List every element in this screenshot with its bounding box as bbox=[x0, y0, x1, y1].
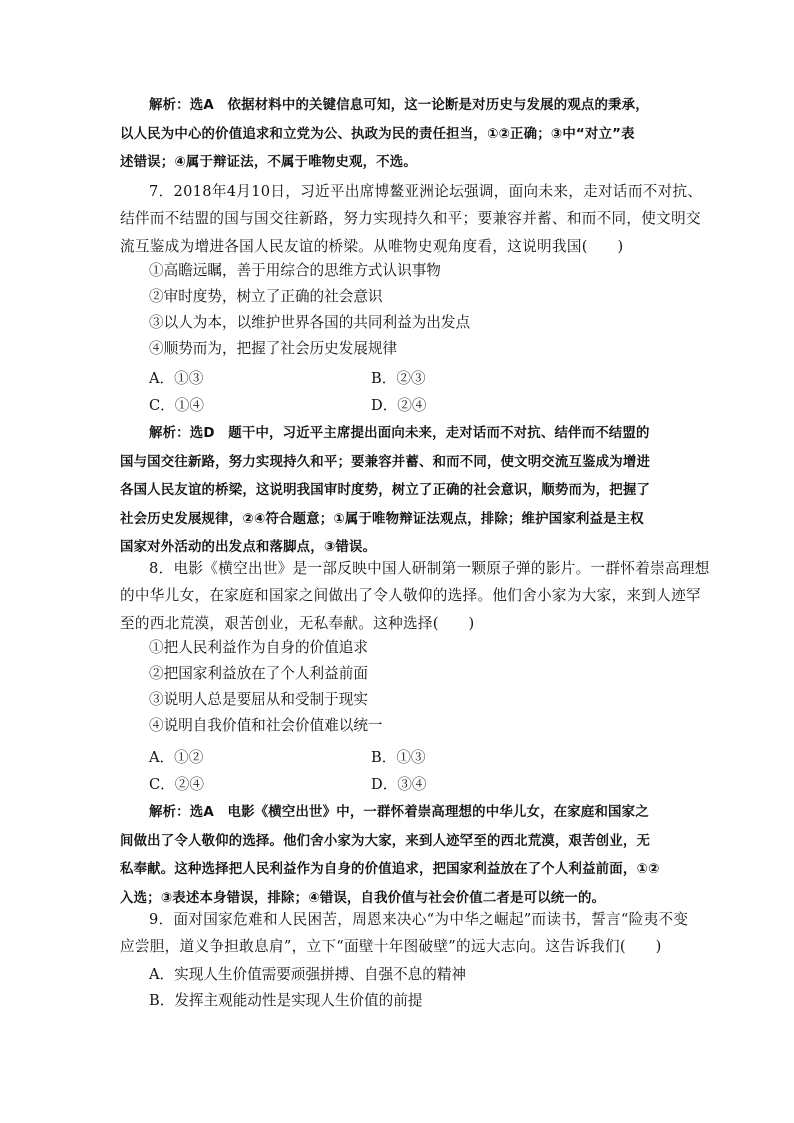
q7-explanation-line: 国家对外活动的出发点和落脚点，③错误。 bbox=[120, 540, 377, 555]
q7-choice-d[interactable]: D．②④ bbox=[371, 397, 427, 414]
q9-choice-a[interactable]: A．实现人生价值需要顽强拼搏、自强不息的精神 bbox=[149, 966, 467, 983]
q7-stem-line: 结伴而不结盟的国与国交往新路，努力实现持久和平；要兼容并蓄、和而不同，使文明交 bbox=[120, 210, 701, 228]
q7-options bbox=[149, 258, 470, 362]
q8-stem-line: 8．电影《横空出世》是一部反映中国人研制第一颗原子弹的影片。一群怀着崇高理想 bbox=[149, 560, 710, 577]
q7-option: ③以人为本，以维护世界各国的共同利益为出发点 bbox=[149, 314, 471, 331]
q7-option: ①高瞻远瞩，善于用综合的思维方式认识事物 bbox=[149, 262, 441, 279]
q8-choice-a[interactable]: A．①② bbox=[149, 749, 204, 766]
q8-explanation-line: 解析：选A 电影《横空出世》中，一群怀着崇高理想的中华儿女，在家庭和国家之 bbox=[149, 805, 649, 820]
q7-stem-line: 7．2018年4月10日，习近平出席博鳌亚洲论坛强调，面向未来，走对话而不对抗、 bbox=[149, 183, 703, 200]
q8-option: ①把人民利益作为自身的价值追求 bbox=[149, 639, 368, 656]
q7-explanation-line: 解析：选D 题干中，习近平主席提出面向未来，走对话而不对抗、结伴而不结盟的 bbox=[149, 426, 650, 441]
q7-explanation-line: 社会历史发展规律，②④符合题意；①属于唯物辩证法观点，排除；维护国家利益是主权 bbox=[120, 511, 644, 527]
q7-stem-line: 流互鉴成为增进各国人民友谊的桥梁。从唯物史观角度看，这说明我国( ) bbox=[120, 237, 624, 255]
q7-explanation bbox=[120, 420, 673, 563]
q8-stem-line: 的中华儿女，在家庭和国家之间做出了令人敬仰的选择。他们舍小家为大家，来到人迹罕 bbox=[120, 587, 701, 605]
q6-explanation-line: 以人民为中心的价值追求和立党为公、执政为民的责任担当，①②正确；③中“对立”表 bbox=[120, 126, 635, 142]
q8-explanation-line: 间做出了令人敬仰的选择。他们舍小家为大家，来到人迹罕至的西北荒漠，艰苦创业，无 bbox=[120, 833, 651, 849]
q8-choice-b[interactable]: B．①③ bbox=[371, 749, 426, 766]
q9-options bbox=[149, 962, 466, 1014]
q9-stem-line: 应尝胆，道义争担敢息肩”，立下“面壁十年图破壁”的远大志向。这告诉我们( ) bbox=[120, 938, 662, 956]
q7-option: ④顺势而为，把握了社会历史发展规律 bbox=[149, 340, 398, 357]
q7-explanation-line: 国与国交往新路，努力实现持久和平；要兼容并蓄、和而不同，使文明交流互鉴成为增进 bbox=[120, 454, 651, 470]
q8-explanation-line: 入选；③表述本身错误，排除；④错误，自我价值与社会价值二者是可以统一的。 bbox=[120, 890, 606, 906]
q6-explanation-line: 解析：选A 依据材料中的关键信息可知，这一论断是对历史与发展的观点的秉承， bbox=[149, 98, 649, 113]
q8-option: ③说明人总是要屈从和受制于现实 bbox=[149, 691, 368, 708]
q7-stem bbox=[120, 178, 703, 260]
q8-stem-line: 至的西北荒漠，艰苦创业，无私奉献。这种选择( ) bbox=[120, 614, 475, 632]
q7-choice-a[interactable]: A．①③ bbox=[149, 370, 204, 387]
q8-stem bbox=[120, 555, 710, 637]
q8-options bbox=[149, 635, 383, 739]
q6-explanation bbox=[120, 92, 673, 178]
q7-option: ②审时度势，树立了正确的社会意识 bbox=[149, 288, 383, 305]
q7-explanation-line: 各国人民友谊的桥梁，这说明我国审时度势，树立了正确的社会意识，顺势而为，把握了 bbox=[120, 483, 651, 498]
q8-explanation bbox=[120, 799, 673, 913]
q9-choice-b[interactable]: B．发挥主观能动性是实现人生价值的前提 bbox=[149, 992, 423, 1009]
q8-choice-d[interactable]: D．③④ bbox=[371, 776, 427, 793]
q8-choice-c[interactable]: C．②④ bbox=[149, 776, 204, 793]
q9-stem bbox=[120, 906, 689, 961]
q7-choice-c[interactable]: C．①④ bbox=[149, 397, 204, 414]
q6-explanation-line: 述错误；④属于辩证法，不属于唯物史观，不选。 bbox=[120, 155, 417, 170]
q9-stem-line: 9．面对国家危难和人民困苦，周恩来决心“为中华之崛起”而读书，誓言“险夷不变 bbox=[149, 911, 689, 928]
q8-option: ②把国家利益放在了个人利益前面 bbox=[149, 665, 368, 682]
q8-explanation-line: 私奉献。这种选择把人民利益作为自身的价值追求，把国家利益放在了个人利益前面，①② bbox=[120, 862, 660, 877]
q8-option: ④说明自我价值和社会价值难以统一 bbox=[149, 717, 383, 734]
q7-choice-b[interactable]: B．②③ bbox=[371, 370, 426, 387]
